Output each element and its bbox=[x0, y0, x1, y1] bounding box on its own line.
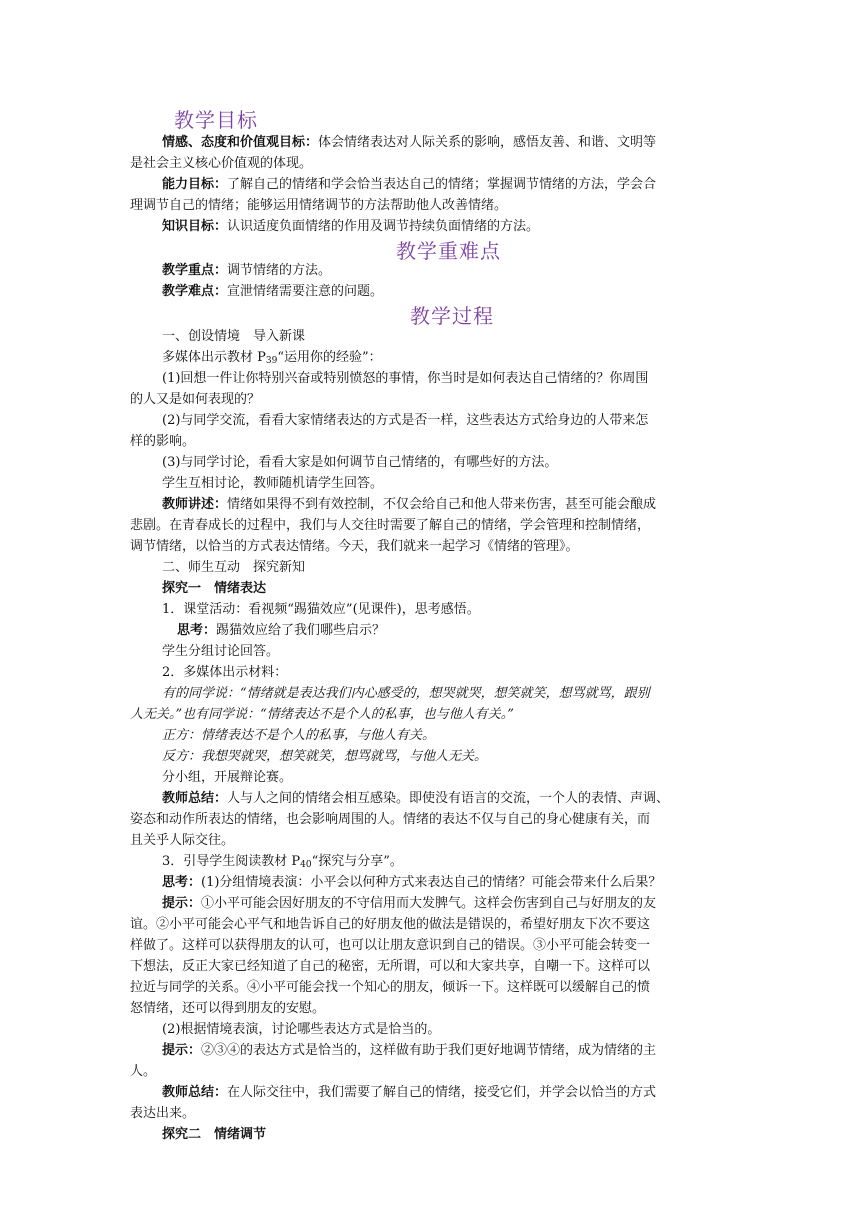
teacher-summary-text: 在人际交往中，我们需要了解自己的情绪，接受它们，并学会以恰当的方式 bbox=[227, 1085, 657, 1100]
teacher-summary-1-line-3: 且关乎人际交往。 bbox=[130, 833, 235, 848]
hint-1-line-4: 下想法，反正大家已经知道了自己的秘密，无所谓，可以和大家共享，自嘲一下。这样可以 bbox=[130, 959, 651, 974]
hint-1-line-2: 谊。②小平可能会心平气和地告诉自己的好朋友他的做法是错误的，希望好朋友下次不要这 bbox=[130, 917, 651, 932]
key-difficulty-line bbox=[162, 284, 383, 300]
key-focus-line bbox=[162, 263, 331, 279]
think-label: 思考： bbox=[162, 875, 202, 890]
explore-1-think-line bbox=[177, 623, 385, 639]
goal-emotion-line-2: 是社会主义核心价值观的体现。 bbox=[130, 156, 313, 171]
heading-teaching-goals: 教学目标 bbox=[174, 108, 258, 132]
con-side-line: 反方：我想哭就哭，想笑就笑，想骂就骂，与他人无关。 bbox=[162, 749, 488, 764]
discussion-line: 学生互相讨论，教师随机请学生回答。 bbox=[162, 476, 384, 491]
teacher-summary-label: 教师总结： bbox=[162, 1085, 228, 1100]
item-3-title: “探究与分享”。 bbox=[311, 854, 403, 869]
quote-line-2: 人无关。”也有同学说：“情绪表达不是个人的私事，也与他人有关。” bbox=[130, 707, 514, 722]
key-focus-text: 调节情绪的方法。 bbox=[227, 263, 332, 278]
goal-knowledge-line bbox=[162, 219, 539, 235]
goal-knowledge-label: 知识目标： bbox=[162, 219, 228, 234]
goal-emotion-text: 体会情绪表达对人际关系的影响，感悟友善、和谐、文明等 bbox=[318, 135, 657, 150]
think-text: 踢猫效应给了我们哪些启示？ bbox=[216, 623, 386, 638]
section-2-title: 二、师生互动 探究新知 bbox=[162, 560, 306, 575]
key-difficulty-text: 宣泄情绪需要注意的问题。 bbox=[227, 284, 384, 299]
goal-ability-line-2: 理调节自己的情绪；能够运用情绪调节的方法帮助他人改善情绪。 bbox=[130, 198, 508, 213]
goal-emotion-label: 情感、态度和价值观目标： bbox=[162, 135, 319, 150]
think-label: 思考： bbox=[177, 623, 217, 638]
goal-ability-label: 能力目标： bbox=[162, 177, 228, 192]
goal-ability-text: 了解自己的情绪和学会恰当表达自己的情绪；掌握调节情绪的方法，学会合 bbox=[227, 177, 657, 192]
question-2-line-1: (2)与同学交流，看看大家情绪表达的方式是否一样，这些表达方式给身边的人带来怎 bbox=[162, 413, 649, 428]
teacher-narration-line-1 bbox=[162, 497, 656, 513]
hint-1-line-5: 拉近与同学的关系。④小平可能会找一个知心的朋友，倾诉一下。这样既可以缓解自己的愤 bbox=[130, 980, 651, 995]
question-2-line-2: 样的影响。 bbox=[130, 434, 196, 449]
explore-1-item-2: 2．多媒体出示材料： bbox=[162, 665, 288, 680]
teacher-narration-label: 教师讲述： bbox=[162, 497, 228, 512]
quote-line-1: 有的同学说：“情绪就是表达我们内心感受的，想哭就哭，想笑就笑，想骂就骂，跟别 bbox=[162, 686, 650, 701]
teacher-narration-line-2: 悲剧。在青春成长的过程中，我们与人交往时需要了解自己的情绪，学会管理和控制情绪， bbox=[130, 518, 651, 533]
question-1-line-2: 的人又是如何表现的？ bbox=[130, 392, 261, 407]
hint-1-line-3: 样做了。这样可以获得朋友的认可，也可以让朋友意识到自己的错误。③小平可能会转变一 bbox=[130, 938, 651, 953]
section-1-media-line bbox=[162, 350, 382, 369]
heading-key-points: 教学重难点 bbox=[396, 239, 501, 263]
question-3-line: (3)与同学讨论，看看大家是如何调节自己情绪的，有哪些好的方法。 bbox=[162, 455, 558, 470]
media-text: 多媒体出示教材 P bbox=[162, 350, 266, 365]
goal-ability-line-1 bbox=[162, 177, 656, 193]
teacher-narration-text: 情绪如果得不到有效控制，不仅会给自己和他人带来伤害，甚至可能会酿成 bbox=[227, 497, 657, 512]
explore-1-title: 探究一 情绪表达 bbox=[162, 581, 267, 596]
explore-2-title: 探究二 情绪调节 bbox=[162, 1127, 267, 1142]
media-title: “运用你的经验”： bbox=[277, 350, 382, 365]
explore-1-item-1: 1．课堂活动：看视频“踢猫效应”(见课件)，思考感悟。 bbox=[162, 602, 480, 617]
think-text: (1)分组情境表演：小平会以何种方式来表达自己的情绪？可能会带来什么后果？ bbox=[201, 875, 662, 890]
heading-teaching-process: 教学过程 bbox=[410, 304, 494, 328]
debate-line: 分小组，开展辩论赛。 bbox=[162, 770, 293, 785]
hint-label: 提示： bbox=[162, 1043, 202, 1058]
teacher-narration-line-3: 调节情绪，以恰当的方式表达情绪。今天，我们就来一起学习《情绪的管理》。 bbox=[130, 539, 579, 554]
pro-side-line: 正方：情绪表达不是个人的私事，与他人有关。 bbox=[162, 728, 436, 743]
teacher-summary-2-line-2: 表达出来。 bbox=[130, 1106, 196, 1121]
page-number-sub: 39 bbox=[265, 356, 278, 366]
think-2-line bbox=[162, 875, 661, 891]
teacher-summary-1-line-1 bbox=[162, 791, 669, 807]
page-number-sub: 40 bbox=[300, 860, 312, 870]
hint-2-line-1 bbox=[162, 1043, 656, 1059]
explore-1-item-3 bbox=[162, 854, 403, 873]
key-focus-label: 教学重点： bbox=[162, 263, 228, 278]
hint-1-line-6: 怒情绪，还可以得到朋友的安慰。 bbox=[130, 1001, 326, 1016]
hint-text: ①小平可能会因好朋友的不守信用而大发脾气。这样会伤害到自己与好朋友的友 bbox=[201, 896, 657, 911]
teacher-summary-2-line-1 bbox=[162, 1085, 656, 1101]
key-difficulty-label: 教学难点： bbox=[162, 284, 228, 299]
teacher-summary-label: 教师总结： bbox=[162, 791, 228, 806]
section-1-title: 一、创设情境 导入新课 bbox=[162, 329, 306, 344]
hint-label: 提示： bbox=[162, 896, 202, 911]
hint-1-line-1 bbox=[162, 896, 656, 912]
teacher-summary-text: 人与人之间的情绪会相互感染。即使没有语言的交流，一个人的表情、声调、 bbox=[227, 791, 670, 806]
goal-knowledge-text: 认识适度负面情绪的作用及调节持续负面情绪的方法。 bbox=[227, 219, 540, 234]
group-discussion-line: 学生分组讨论回答。 bbox=[162, 644, 280, 659]
goal-emotion-line-1 bbox=[162, 135, 656, 151]
hint-2-line-2: 人。 bbox=[130, 1064, 157, 1079]
hint-text: ②③④的表达方式是恰当的，这样做有助于我们更好地调节情绪，成为情绪的主 bbox=[201, 1043, 657, 1058]
teacher-summary-1-line-2: 姿态和动作所表达的情绪，也会影响周围的人。情绪的表达不仅与自己的身心健康有关，而 bbox=[130, 812, 651, 827]
item-3-text: 3．引导学生阅读教材 P bbox=[162, 854, 301, 869]
question-2b-line: (2)根据情境表演，讨论哪些表达方式是恰当的。 bbox=[162, 1022, 441, 1037]
question-1-line-1: (1)回想一件让你特别兴奋或特别愤怒的事情，你当时是如何表达自己情绪的？你周围 bbox=[162, 371, 649, 386]
